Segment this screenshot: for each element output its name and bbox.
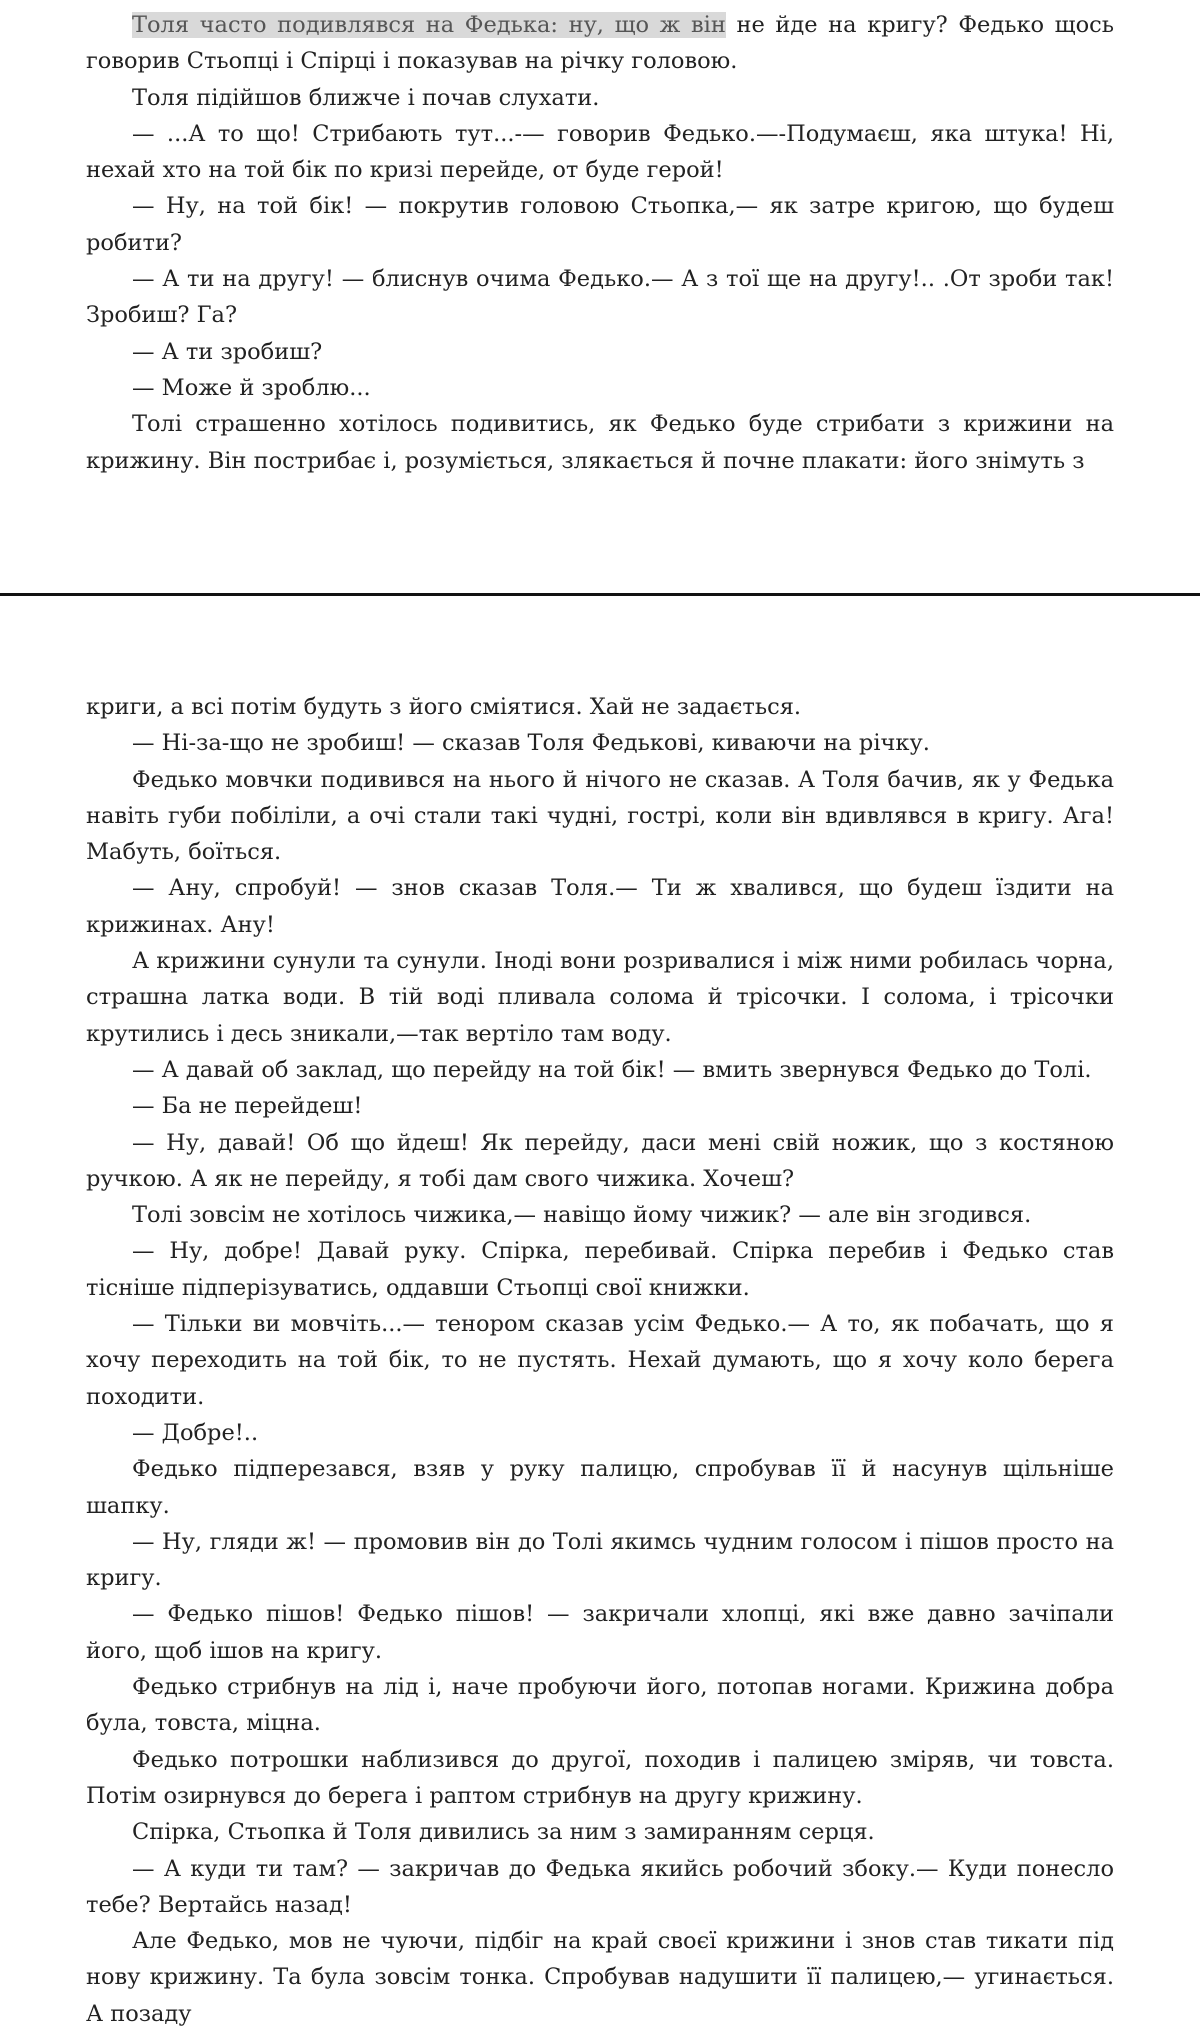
paragraph-text: не йде на кригу? Федько щось говорив Стьопці і Спірці і показував на річку головою. — [86, 12, 1114, 75]
paragraph: — Ану, спробуй! — знов сказав Толя.— Ти ж хвалився, що будеш їздити на крижинах. Ану! — [86, 875, 1114, 938]
page-top-text — [86, 7, 1114, 479]
paragraph: — Ну, гляди ж! — промовив він до Толі якимсь чудним голосом і пішов просто на кригу. — [86, 1528, 1114, 1592]
top-edge — [0, 0, 1200, 7]
paragraph: — А ти зробиш? — [132, 338, 323, 365]
paragraph: — Ну, на той бік! — покрутив головою Стьопка,— як затре кригою, що будеш робити? — [86, 193, 1114, 256]
paragraph: Федько потрошки наблизився до другої, походив і палицею зміряв, чи товста. Потім озирнувся до берега і раптом стрибнув на другу крижину. — [86, 1746, 1114, 1809]
paragraph: Федько підперезався, взяв у руку палицю, спробував її й насунув щільніше шапку. — [86, 1456, 1114, 1519]
paragraph: — Ба не перейдеш! — [132, 1093, 363, 1120]
paragraph: — Ну, давай! Об що йдеш! Як перейду, даси мені свій ножик, що з костяною ручкою. А як не перейду, я тобі дам свого чижика. Хочеш? — [86, 1129, 1114, 1192]
paragraph: А крижини сунули та сунули. Іноді вони розривалися і між ними робилась чорна, страшна латка води. В тій воді пливала солома й трісочки. І солома, і трісочки крутились і десь зникали,—так вертіло там воду. — [86, 948, 1114, 1047]
paragraph: — А ти на другу! — блиснув очима Федько.— А з тої ще на другу!.. .От зроби так! Зробиш? Га? — [86, 266, 1114, 329]
paragraph: — Ні-за-що не зробиш! — сказав Толя Федькові, киваючи на річку. — [132, 730, 930, 757]
paragraph: — Ну, добре! Давай руку. Спірка, перебивай. Спірка перебив і Федько став тісніше підперізуватись, оддавши Стьопці свої книжки. — [86, 1238, 1114, 1301]
page-divider — [0, 593, 1200, 596]
paragraph: Толі зовсім не хотілось чижика,— навіщо йому чижик? — але він згодився. — [132, 1202, 1032, 1229]
paragraph: — А куди ти там? — закричав до Федька якийсь робочий збоку.— Куди понесло тебе? Вертайсь назад! — [86, 1855, 1114, 1918]
paragraph: — А давай об заклад, що перейду на той бік! — вмить звернувся Федько до Толі. — [132, 1056, 1092, 1083]
paragraph: Федько мовчки подивився на нього й нічого не сказав. А Толя бачив, як у Федька навіть губи побіліли, а очі стали такі чудні, гострі, коли він вдивлявся в кригу. Ага! Мабуть, боїться. — [86, 766, 1114, 866]
text-highlight[interactable]: Толя часто подивлявся на Федька: ну, що ж він — [132, 12, 726, 38]
page-gap — [0, 490, 1200, 590]
paragraph: Федько стрибнув на лід і, наче пробуючи його, потопав ногами. Крижина добра була, товста, міцна. — [86, 1674, 1114, 1737]
paragraph: — Тільки ви мовчіть...— тенором сказав усім Федько.— А то, як побачать, що я хочу переходить на той бік, то не пустять. Нехай думають, що я хочу коло берега походити. — [86, 1311, 1114, 1410]
paragraph: Спірка, Стьопка й Толя дивились за ним з замиранням серця. — [132, 1819, 875, 1846]
paragraph: Толя підійшов ближче і почав слухати. — [132, 84, 600, 111]
paragraph-highlighted — [86, 7, 1114, 80]
paragraph: Толі страшенно хотілось подивитись, як Федько буде стрибати з крижини на крижину. Він пострибає і, розуміється, злякається й почне плакати: його знімуть з — [86, 411, 1114, 474]
paragraph: — Може й зроблю... — [132, 374, 371, 401]
paragraph: Але Федько, мов не чуючи, підбіг на край своєї крижини і знов став тикати під нову крижину. Та була зовсім тонка. Спробував надушити її палицею,— угинається. А позаду — [86, 1928, 1114, 2027]
paragraph: — Федько пішов! Федько пішов! — закричали хлопці, які вже давно зачіпали його, щоб ішов на кригу. — [86, 1601, 1114, 1664]
paragraph: — ...А то що! Стрибають тут...-— говорив Федько.—-Подумаєш, яка штука! Ні, нехай хто на той бік по кризі перейде, от буде герой! — [86, 120, 1114, 184]
paragraph-continuation: криги, а всі потім будуть з його сміятися. Хай не задається. — [86, 694, 802, 720]
page-bottom-text — [86, 689, 1114, 2032]
paragraph: — Добре!.. — [132, 1419, 259, 1446]
